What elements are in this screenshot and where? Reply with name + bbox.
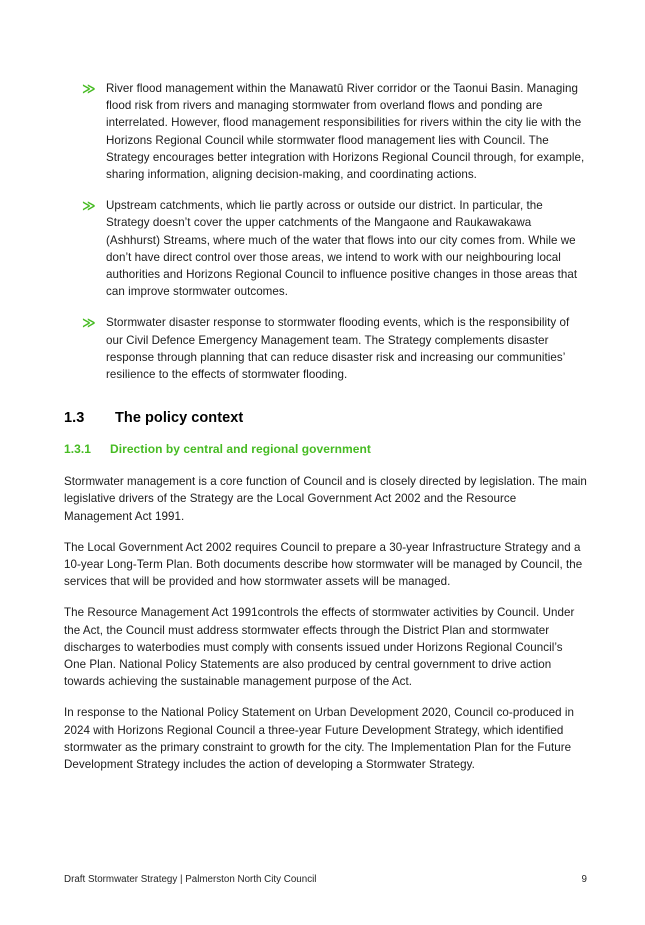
section-heading <box>64 409 587 427</box>
subsection-title: Direction by central and regional government <box>110 442 371 457</box>
subsection-heading <box>64 442 587 457</box>
bullet-text: River flood management within the Manawatū River corridor or the Taonui Basin. Managing flood risk from rivers and managing stormwater from overland flows and ponding are interrelated. However, flood management responsibilities for rivers within the city lie with the Horizons Regional Council while stormwater flood management lies with Council. The Strategy encourages better integration with Horizons Regional Council through, for example, sharing information, aligning decision-making, and coordinating actions. <box>106 82 585 182</box>
chevron-bullet-icon: ≫ <box>82 198 96 214</box>
chevron-bullet-icon: ≫ <box>82 81 96 96</box>
section-number: 1.3 <box>64 410 85 427</box>
footer-text: Draft Stormwater Strategy | Palmerston North City Council <box>64 874 317 885</box>
page-number: 9 <box>581 874 587 885</box>
bullet-list <box>64 80 587 383</box>
subsection-number: 1.3.1 <box>64 442 91 457</box>
page-footer <box>64 873 587 886</box>
bullet-text: Stormwater disaster response to stormwater flooding events, which is the responsibility of our Civil Defence Emergency Management team. The Strategy complements disaster response through planning that can reduce disaster risk and increasing our communities’ resilience to the effects of stormwater flooding. <box>106 316 570 382</box>
list-item <box>64 80 587 183</box>
paragraph: The Resource Management Act 1991controls the effects of stormwater activities by Council. Under the Act, the Council must address stormwater effects through the District Plan and stormwater discharges to waterbodies must comply with consents issued under Horizons Regional Council’s One Plan. National Policy Statements are also produced by central government to drive action towards achieving the sustainable management purpose of the Act. <box>64 606 575 689</box>
list-item <box>64 314 587 383</box>
page-content <box>64 80 587 787</box>
chevron-bullet-icon: ≫ <box>82 315 96 331</box>
paragraph: In response to the National Policy Statement on Urban Development 2020, Council co-produced in 2024 with Horizons Regional Council a three-year Future Development Strategy, which identified stormwater as the primary constraint to growth for the city. The Implementation Plan for the Future Development Strategy includes the action of developing a Stormwater Strategy. <box>64 706 574 772</box>
section-title: The policy context <box>115 410 244 427</box>
paragraph: Stormwater management is a core function of Council and is closely directed by legislation. The main legislative drivers of the Strategy are the Local Government Act 2002 and the Resource Management Act 1991. <box>64 475 587 523</box>
paragraph: The Local Government Act 2002 requires Council to prepare a 30-year Infrastructure Strategy and a 10-year Long-Term Plan. Both documents describe how stormwater will be managed by Council, the services that will be provided and how stormwater assets will be managed. <box>64 540 583 589</box>
bullet-text: Upstream catchments, which lie partly across or outside our district. In particular, the Strategy doesn’t cover the upper catchments of the Mangaone and Raukawakawa (Ashhurst) Streams, where much of the water that flows into our city comes from. While we don’t have direct control over those areas, we intend to work with our neighbouring local authorities and Horizons Regional Council to influence positive changes in those areas that can improve stormwater outcomes. <box>106 199 578 299</box>
list-item <box>64 197 587 300</box>
